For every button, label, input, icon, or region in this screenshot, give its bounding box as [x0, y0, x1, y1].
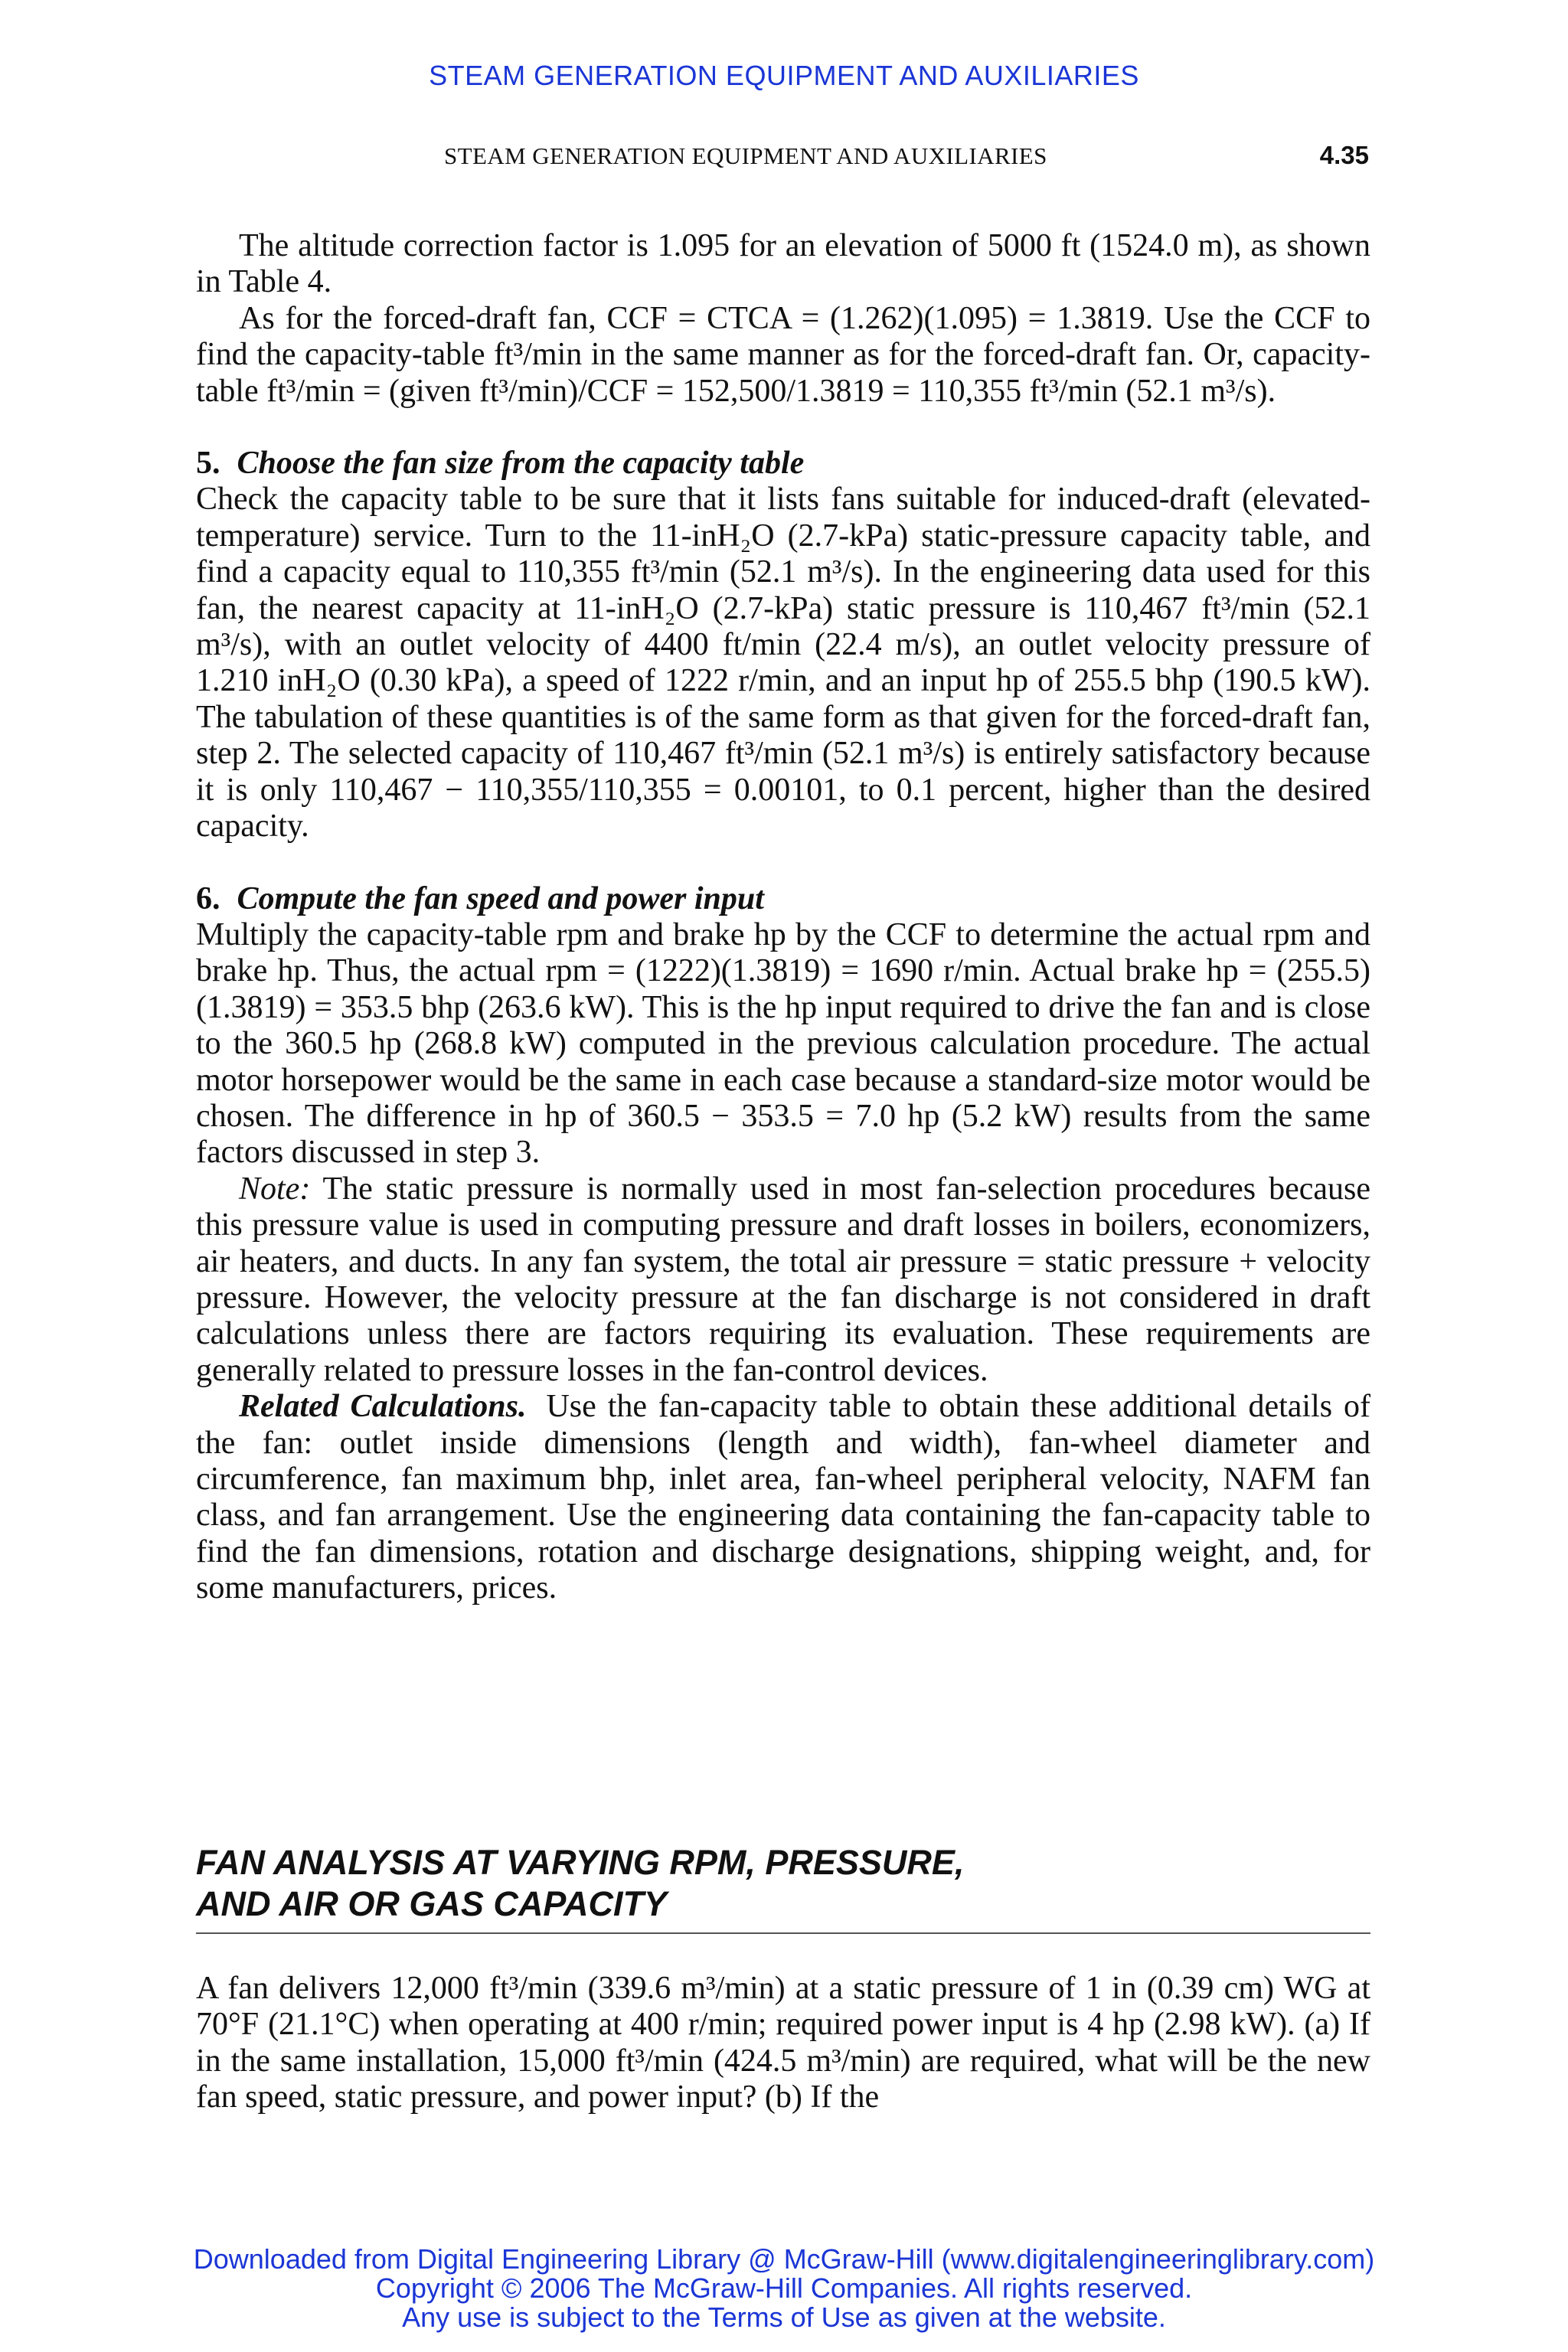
top-book-title-link[interactable]: STEAM GENERATION EQUIPMENT AND AUXILIARIES	[429, 60, 1139, 91]
related-calculations-paragraph	[196, 1389, 1370, 1606]
footer	[0, 2245, 1568, 2332]
note-label: Note:	[239, 1171, 311, 1207]
running-head: STEAM GENERATION EQUIPMENT AND AUXILIARIES	[444, 142, 1047, 169]
step-6-text: Multiply the capacity-table rpm and brake hp by the CCF to determine the actual rpm and brake hp. Thus, the actual rpm = (1222)(1.3819) = 1690 r/min. Actual brake hp = (255.5)(1.3819) = 353.5 bhp (263.6 kW). This is the hp input required to drive the fan and is close to the 360.5 hp (268.8 kW) computed in the previous calculation procedure. The actual motor horsepower would be the same in each case because a standard-size motor would be chosen. The difference in hp of 360.5 − 353.5 = 7.0 hp (5.2 kW) results from the same factors discussed in step 3.	[196, 916, 1370, 1171]
step-5-heading	[196, 446, 1370, 482]
footer-copyright: Copyright © 2006 The McGraw-Hill Companies. All rights reserved.	[375, 2272, 1193, 2304]
related-calculations-text: Use the fan-capacity table to obtain these additional details of the fan: outlet inside dimensions (length and width), fan-wheel diameter and circumference, fan maximum bhp, inlet area, fan-wheel peripheral velocity, NAFM fan class, and fan arrangement. Use the engineering data containing the fan-capacity table to find the fan dimensions, rotation and discharge designations, shipping weight, and, for some manufacturers, prices.	[196, 1389, 1371, 1606]
footer-terms-link[interactable]: Any use is subject to the Terms of Use as given at the website.	[402, 2301, 1166, 2333]
paragraph-altitude: The altitude correction factor is 1.095 for an elevation of 5000 ft (1524.0 m), as shown in Table 4.	[196, 228, 1370, 300]
footer-download-link[interactable]: Downloaded from Digital Engineering Library @ McGraw-Hill (www.digitalengineeringlibrary.com)	[193, 2243, 1375, 2275]
problem-statement: A fan delivers 12,000 ft³/min (339.6 m³/min) at a static pressure of 1 in (0.39 cm) WG at 70°F (21.1°C) when operating at 400 r/min; required power input is 4 hp (2.98 kW). (a) If in the same installation, 15,000 ft³/min (424.5 m³/min) are required, what will be the new fan speed, static pressure, and power input? (b) If the	[196, 1971, 1370, 2115]
step-6-title: Compute the fan speed and power input	[237, 880, 764, 916]
step-5-title: Choose the fan size from the capacity table	[237, 446, 805, 482]
section-title	[196, 1842, 1370, 1934]
paragraph-ccf: As for the forced-draft fan, CCF = CTCA = (1.262)(1.095) = 1.3819. Use the CCF to find the capacity-table ft³/min in the same manner as for the forced-draft fan. Or, capacity-table ft³/min = (given ft³/min)/CCF = 152,500/1.3819 = 110,355 ft³/min (52.1 m³/s).	[196, 300, 1370, 409]
step-5-number: 5.	[196, 446, 220, 482]
page-number: 4.35	[1319, 141, 1369, 169]
note-text: The static pressure is normally used in most fan-selection procedures because this pressure value is used in computing pressure and draft losses in boilers, economizers, air heaters, and ducts. In any fan system, the total air pressure = static pressure + velocity pressure. However, the velocity pressure at the fan discharge is not considered in draft calculations unless there are factors requiring its evaluation. These requirements are generally related to pressure losses in the fan-control devices.	[196, 1171, 1370, 1388]
section-title-line-2: AND AIR OR GAS CAPACITY	[196, 1884, 668, 1923]
section-title-line-1: FAN ANALYSIS AT VARYING RPM, PRESSURE,	[196, 1843, 965, 1882]
step-5-text: Check the capacity table to be sure that it lists fans suitable for induced-draft (elevated-temperature) service. Turn to the 11-inH₂O (2.7-kPa) static-pressure capacity table, and find a capacity equal to 110,355 ft³/min (52.1 m³/s). In the engineering data used for this fan, the nearest capacity at 11-inH₂O (2.7-kPa) static pressure is 110,467 ft³/min (52.1 m³/s), with an outlet velocity of 4400 ft/min (22.4 m/s), an outlet velocity pressure of 1.210 inH₂O (0.30 kPa), a speed of 1222 r/min, and an input hp of 255.5 bhp (190.5 kW). The tabulation of these quantities is of the same form as that given for the forced-draft fan, step 2. The selected capacity of 110,467 ft³/min (52.1 m³/s) is entirely satisfactory because it is only 110,467 − 110,355/110,355 = 0.00101, to 0.1 percent, higher than the desired capacity.	[196, 482, 1370, 844]
step-6-heading	[196, 881, 1370, 917]
main-text	[196, 228, 1370, 1607]
related-calculations-label: Related Calculations.	[239, 1389, 527, 1425]
note-paragraph	[196, 1171, 1370, 1389]
step-6-number: 6.	[196, 880, 220, 916]
